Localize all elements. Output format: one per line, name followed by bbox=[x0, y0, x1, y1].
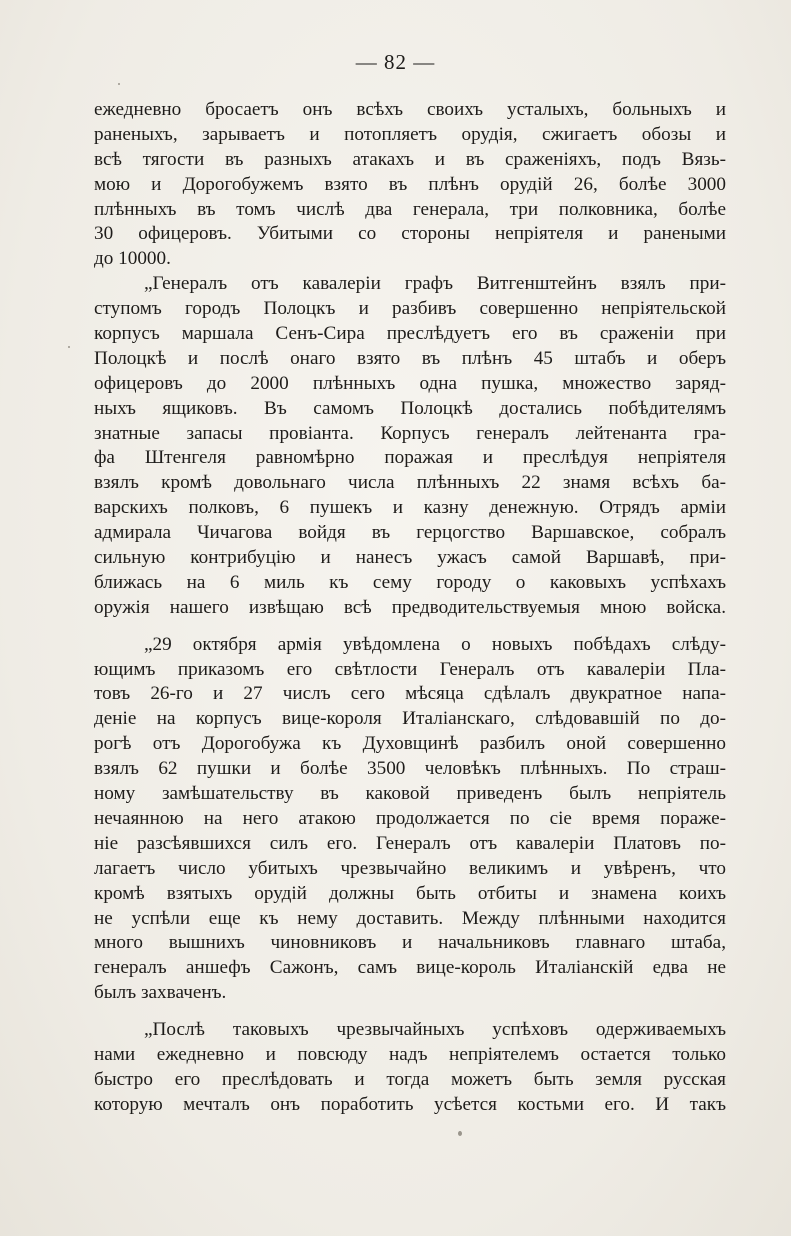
text-line: „Генералъ отъ кавалеріи графъ Витгенштейнъ взялъ при- bbox=[144, 273, 726, 295]
text-line: рогѣ отъ Дорогобужа къ Духовщинѣ разбилъ оной совершенно bbox=[94, 733, 726, 755]
text-line: генералъ аншефъ Сажонъ, самъ вице-король Италіанскій едва не bbox=[94, 957, 726, 979]
text-line: „29 октября армія увѣдомлена о новыхъ побѣдахъ слѣду- bbox=[144, 633, 726, 655]
text-line: сильную контрибуцію и нанесъ ужасъ самой Варшавѣ, при- bbox=[94, 547, 726, 569]
text-line: знатные запасы провіанта. Корпусъ генералъ лейтенанта гра- bbox=[94, 422, 726, 444]
text-line: фа Штенгеля равномѣрно поражая и преслѣдуя непріятеля bbox=[94, 447, 726, 469]
paragraph-1 bbox=[94, 98, 726, 272]
paragraph-3 bbox=[94, 633, 726, 1006]
page-number: — 82 — bbox=[355, 50, 436, 74]
text-line: корпусъ маршала Сенъ-Сира преслѣдуетъ его въ сраженіи при bbox=[94, 323, 726, 345]
paper-speck bbox=[458, 1131, 462, 1136]
text-line: ближась на 6 миль къ сему городу о каковыхъ успѣхахъ bbox=[94, 571, 726, 593]
text-line: лагаетъ число убитыхъ чрезвычайно великимъ и увѣренъ, что bbox=[94, 857, 726, 879]
text-line: адмирала Чичагова войдя въ герцогство Варшавское, собралъ bbox=[94, 522, 726, 544]
text-line: ному замѣшательству въ каковой приведенъ былъ непріятель bbox=[94, 783, 726, 805]
text-line: товъ 26-го и 27 числъ сего мѣсяца сдѣлалъ двукратное напа- bbox=[94, 683, 726, 705]
text-line: нами ежедневно и повсюду надъ непріятелемъ остается только bbox=[94, 1043, 726, 1065]
text-line: оружія нашего извѣщаю всѣ предводительствуемыя мною войска. bbox=[94, 596, 726, 618]
text-line: ступомъ городъ Полоцкъ и разбивъ совершенно непріятельской bbox=[94, 298, 726, 320]
text-line: не успѣли еще къ нему доставить. Между плѣнными находится bbox=[94, 907, 726, 929]
text-line: раненыхъ, зарываетъ и потопляетъ орудія, сжигаетъ обозы и bbox=[94, 123, 726, 145]
text-line: деніе на корпусъ вице-короля Италіанскаго, слѣдовавшій по до- bbox=[94, 708, 726, 730]
text-line: ежедневно бросаетъ онъ всѣхъ своихъ усталыхъ, больныхъ и bbox=[94, 99, 726, 120]
body-text bbox=[94, 98, 726, 1118]
paper-speck bbox=[68, 346, 70, 348]
text-line: былъ захваченъ. bbox=[94, 982, 227, 1004]
text-line: плѣнныхъ въ томъ числѣ два генерала, три полковника, болѣе bbox=[94, 198, 726, 220]
text-line: кромѣ взятыхъ орудій должны быть отбиты и знамена коихъ bbox=[94, 882, 726, 904]
text-line: много вышнихъ чиновниковъ и начальниковъ главнаго штаба, bbox=[94, 932, 726, 954]
paragraph-4 bbox=[94, 1018, 726, 1118]
text-line: взялъ 62 пушки и болѣе 3500 человѣкъ плѣнныхъ. По страш- bbox=[94, 758, 726, 780]
text-line: ніе разсѣявшихся силъ его. Генералъ отъ кавалеріи Платовъ по- bbox=[94, 832, 726, 854]
text-line: до 10000. bbox=[94, 248, 171, 270]
text-line: ющимъ приказомъ его свѣтлости Генералъ отъ кавалеріи Пла- bbox=[94, 658, 726, 680]
text-line: всѣ тягости въ разныхъ атакахъ и въ сраженіяхъ, подъ Вязь- bbox=[94, 148, 726, 170]
text-line: 30 офицеровъ. Убитыми со стороны непріятеля и ранеными bbox=[94, 223, 726, 245]
text-line: взялъ кромѣ довольнаго числа плѣнныхъ 22 знамя всѣхъ ба- bbox=[94, 472, 726, 494]
text-line: ныхъ ящиковъ. Въ самомъ Полоцкѣ достались побѣдителямъ bbox=[94, 397, 726, 419]
paper-speck bbox=[118, 83, 120, 85]
paragraph-2 bbox=[94, 272, 726, 620]
text-line: которую мечталъ онъ поработить усѣется костьми его. И такъ bbox=[94, 1093, 726, 1115]
text-line: нечаянною на него атакою продолжается по сіе время пораже- bbox=[94, 807, 726, 829]
text-line: „Послѣ таковыхъ чрезвычайныхъ успѣховъ одерживаемыхъ bbox=[144, 1019, 726, 1041]
text-line: мою и Дорогобужемъ взято въ плѣнъ орудій 26, болѣе 3000 bbox=[94, 173, 726, 195]
text-line: Полоцкѣ и послѣ онаго взято въ плѣнъ 45 штабъ и оберъ bbox=[94, 347, 726, 369]
text-line: варскихъ полковъ, 6 пушекъ и казну денежную. Отрядъ арміи bbox=[94, 497, 726, 519]
text-line: офицеровъ до 2000 плѣнныхъ одна пушка, множество заряд- bbox=[94, 372, 726, 394]
text-line: быстро его преслѣдовать и тогда можетъ быть земля русская bbox=[94, 1068, 726, 1090]
